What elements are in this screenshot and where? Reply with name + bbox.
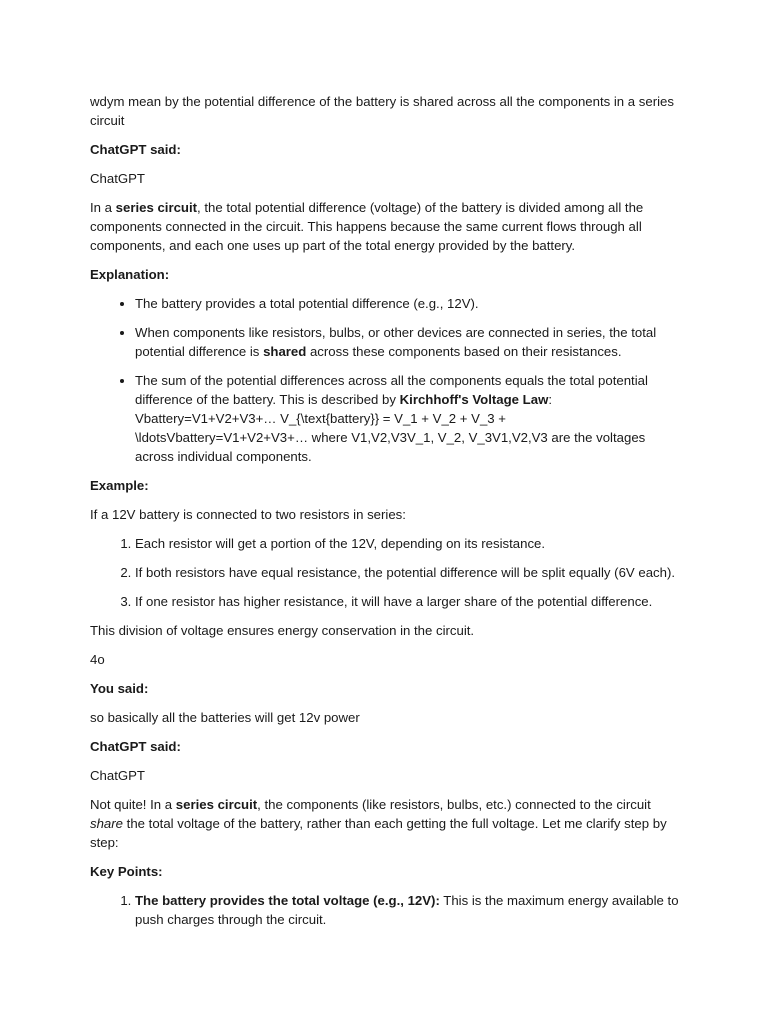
user-question: wdym mean by the potential difference of the battery is shared across all the components in a series circuit [90,94,674,128]
section-heading-key-points: Key Points: [90,864,163,879]
list-item: • When components like resistors, bulbs, or other devices are connected in series, the total potential difference is shared across these components based on their resistances. [135,323,680,361]
list-item: • The sum of the potential differences across all the components equals the total potential difference of the battery. This is described by Kirchhoff's Voltage Law: Vbattery=V1+V2+V3+… V_{\text{battery}} = V_1 + V_2 + V_3 + \ldotsVbattery=V1+V2+V3+… where V1,V2,V3V_1, V_2, V_3V1,V2,V3 are the voltages across individual components. [135,371,680,466]
speaker-label: You said: [90,681,149,696]
section-heading-example: Example: [90,478,149,493]
list-item: • The battery provides a total potential difference (e.g., 12V). [135,294,680,313]
list-item: 3. If one resistor has higher resistance, it will have a larger share of the potential difference. [135,592,680,611]
speaker-label: ChatGPT said: [90,142,181,157]
intro-paragraph: In a series circuit, the total potential difference (voltage) of the battery is divided among all the components connected in the circuit. This happens because the same current flows through all components, and each one uses up part of the total energy provided by the battery. [90,200,644,253]
assistant-name: ChatGPT [90,171,145,186]
conclusion-paragraph: This division of voltage ensures energy conservation in the circuit. [90,623,475,638]
speaker-label: ChatGPT said: [90,739,181,754]
section-heading-explanation: Explanation: [90,267,170,282]
model-tag: 4o [90,652,105,667]
list-item: 2. If both resistors have equal resistance, the potential difference will be split equally (6V each). [135,563,680,582]
explanation-list [90,294,680,466]
example-intro: If a 12V battery is connected to two resistors in series: [90,507,406,522]
assistant-name: ChatGPT [90,768,145,783]
reply-paragraph: Not quite! In a series circuit, the components (like resistors, bulbs, etc.) connected to the circuit share the total voltage of the battery, rather than each getting the full voltage. Let me clarify step by step: [90,797,667,850]
example-list [90,534,680,611]
list-item: 1. Each resistor will get a portion of the 12V, depending on its resistance. [135,534,680,553]
document-body [90,92,680,939]
list-item: 1. The battery provides the total voltage (e.g., 12V): This is the maximum energy available to push charges through the circuit. [135,891,680,929]
user-question: so basically all the batteries will get 12v power [90,710,360,725]
key-points-list [90,891,680,929]
